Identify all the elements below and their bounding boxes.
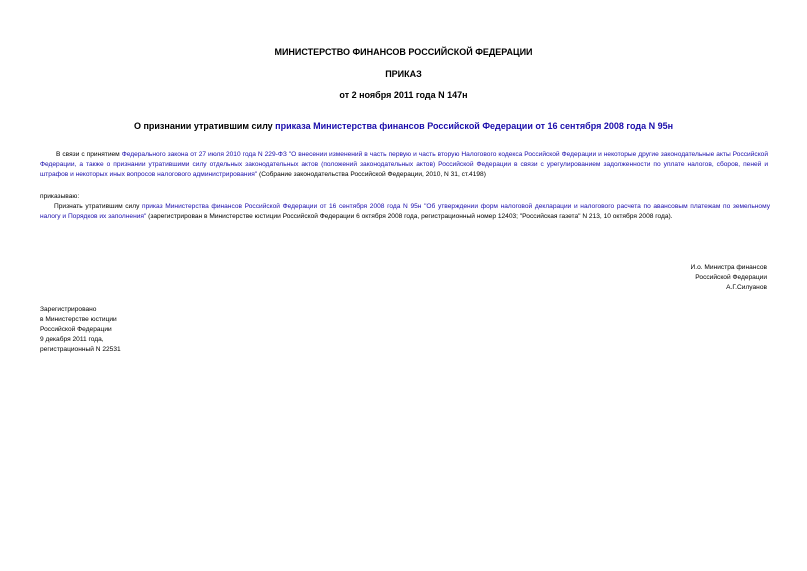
registration-line-5: регистрационный N 22531 (40, 346, 121, 353)
registration-line-1: Зарегистрировано (40, 306, 97, 313)
signature-block (691, 263, 768, 293)
document-title-prefix: О признании утратившим силу (133, 121, 276, 131)
registration-line-4: 9 декабря 2011 года, (40, 336, 104, 343)
decree-text-start: Признать утратившим силу (54, 203, 143, 210)
order-type-heading: ПРИКАЗ (385, 69, 422, 79)
preamble-text-end: (Собрание законодательства Российской Федерации, 2010, N 31, ст.4198) (257, 171, 486, 178)
preamble-paragraph (40, 150, 768, 180)
repealed-order-link[interactable]: приказа Министерства финансов Российской Федерации от 16 сентября 2008 года N 95н (275, 121, 674, 131)
registration-block (40, 305, 121, 355)
document-title (0, 121, 807, 132)
signature-name: А.Г.Силуанов (726, 284, 767, 291)
decree-paragraph (40, 202, 770, 222)
decree-text-end: (зарегистрирован в Министерстве юстиции Российской Федерации 6 октября 2008 года, регистрационный номер 12403; "Российская газета" N 213, 10 октября 2008 года). (146, 213, 673, 220)
ministry-heading: МИНИСТЕРСТВО ФИНАНСОВ РОССИЙСКОЙ ФЕДЕРАЦИИ (274, 47, 533, 57)
preamble-text-start: В связи с принятием (56, 151, 122, 158)
registration-line-2: в Министерстве юстиции (40, 316, 117, 323)
signature-country: Российской Федерации (695, 274, 767, 281)
order-date-heading: от 2 ноября 2011 года N 147н (339, 90, 468, 100)
registration-line-3: Российской Федерации (40, 326, 112, 333)
decree-word: приказываю: (40, 193, 80, 200)
signature-position: И.о. Министра финансов (690, 264, 767, 271)
federal-law-link[interactable]: Федерального закона от 27 июля 2010 года N 229-ФЗ "О внесении изменений в часть первую и часть вторую Налогового кодекса Российской Федерации и некоторые другие законодательные акты Российской Федерации, а также о признании утратившими силу отдельных законодательных актов (положений законодательных актов) Российской Федерации в связи с урегулированием задолженности по уплате налогов, сборов, пеней и штрафов и некоторых иных вопросов налогового администрирования" (40, 151, 769, 178)
order-95n-link[interactable]: приказ Министерства финансов Российской Федерации от 16 сентября 2008 года N 95н "Об утверждении форм налоговой декларации и налогового расчета по авансовым платежам по земельному налогу и Порядков их заполнения" (40, 203, 770, 220)
